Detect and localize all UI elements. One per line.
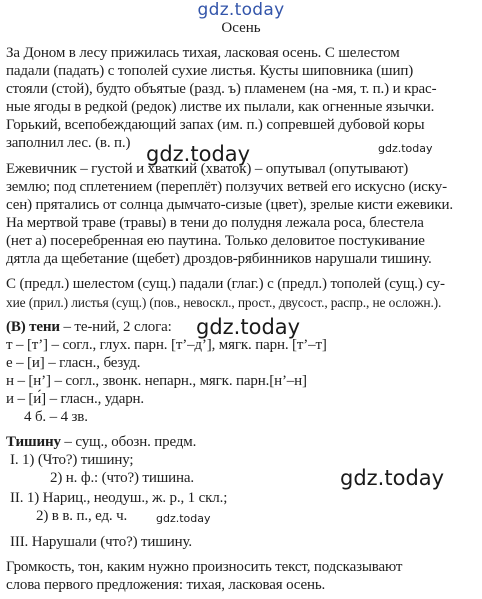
morph-line: III. Нарушали (что?) тишину. [10, 534, 192, 550]
text-line: Горький, всепобеждающий запах (им. п.) сопревшей дубовой коры [6, 117, 425, 133]
text-line: заполнил лес. (в. п.) [6, 135, 131, 151]
text-line: (нет а) посеребренная ею паутина. Только деловитое постукивание [6, 233, 425, 249]
text-line: Ежевичник – густой и хваткий (хваток) – опутывал (опутывают) [6, 161, 409, 177]
phonetic-line: т – [т’] – согл., глух. парн. [т’–д’], мягк. парн. [т’–т] [6, 337, 327, 353]
analysis-heading-rest: – те-ний, 2 слога: [59, 319, 172, 335]
morph-line: 2) в в. п., ед. ч. [36, 508, 128, 524]
morph-word: Тишину [6, 434, 61, 450]
page-title: Осень [221, 20, 261, 36]
watermark: gdz.today [378, 142, 433, 155]
watermark: gdz.today [340, 466, 445, 490]
text-line: С (предл.) шелестом (сущ.) падали (глаг.) с (предл.) тополей (сущ.) су- [6, 276, 445, 292]
watermark: gdz.today [146, 142, 251, 166]
morph-heading-rest: – сущ., обозн. предм. [60, 434, 197, 450]
text-line: сен) прятались от солнца дымчато-сизые (цвет), зрелые кисти ежевики. [6, 197, 454, 213]
text-line: ные ягоды в редкой (редок) листве их пылали, как огненные язычки. [6, 99, 435, 115]
text-line: дятла да щебетание (щебет) дроздов-рябинников нарушали тишину. [6, 251, 432, 267]
morph-line: 2) н. ф.: (что?) тишина. [50, 470, 194, 486]
closing-line: слова первого предложения: тихая, ласковая осень. [6, 577, 326, 593]
phonetic-line: е – [и] – гласн., безуд. [6, 355, 141, 371]
morph-line: II. 1) Нариц., неодуш., ж. р., 1 скл.; [10, 490, 228, 506]
watermark: gdz.today [156, 512, 211, 525]
phonetic-line: н – [н’] – согл., звонк. непарн., мягк. парн.[н’–н] [6, 373, 307, 389]
phonetic-line: и – [и́] – гласн., ударн. [6, 391, 145, 407]
text-line: хие (прил.) листья (сущ.) (пов., невоскл., прост., двусост., распр., не осложн.). [6, 295, 442, 310]
morph-line: I. 1) (Что?) тишину; [10, 452, 134, 468]
text-line: За Доном в лесу прижилась тихая, ласковая осень. С шелестом [6, 45, 400, 61]
watermark: gdz.today [196, 315, 301, 339]
morph-heading [6, 434, 478, 451]
text-line: землю; под сплетением (переплёт) ползучих ветвей его искусно (иску- [6, 179, 447, 195]
text-line: стояли (стой), будто объятые (разд. ъ) пламенем (на -мя, т. п.) и крас- [6, 81, 437, 97]
watermark-top: gdz.today [197, 0, 285, 20]
closing-line: Громкость, тон, каким нужно произносить текст, подсказывают [6, 559, 403, 575]
phonetic-line: 4 б. – 4 зв. [24, 409, 88, 425]
analysis-word: (В) тени [6, 319, 60, 335]
text-line: падали (падать) с тополей сухие листья. Кусты шиповника (шип) [6, 63, 414, 79]
text-line: На мертвой траве (травы) в тени до полудня лежала роса, блестела [6, 215, 424, 231]
